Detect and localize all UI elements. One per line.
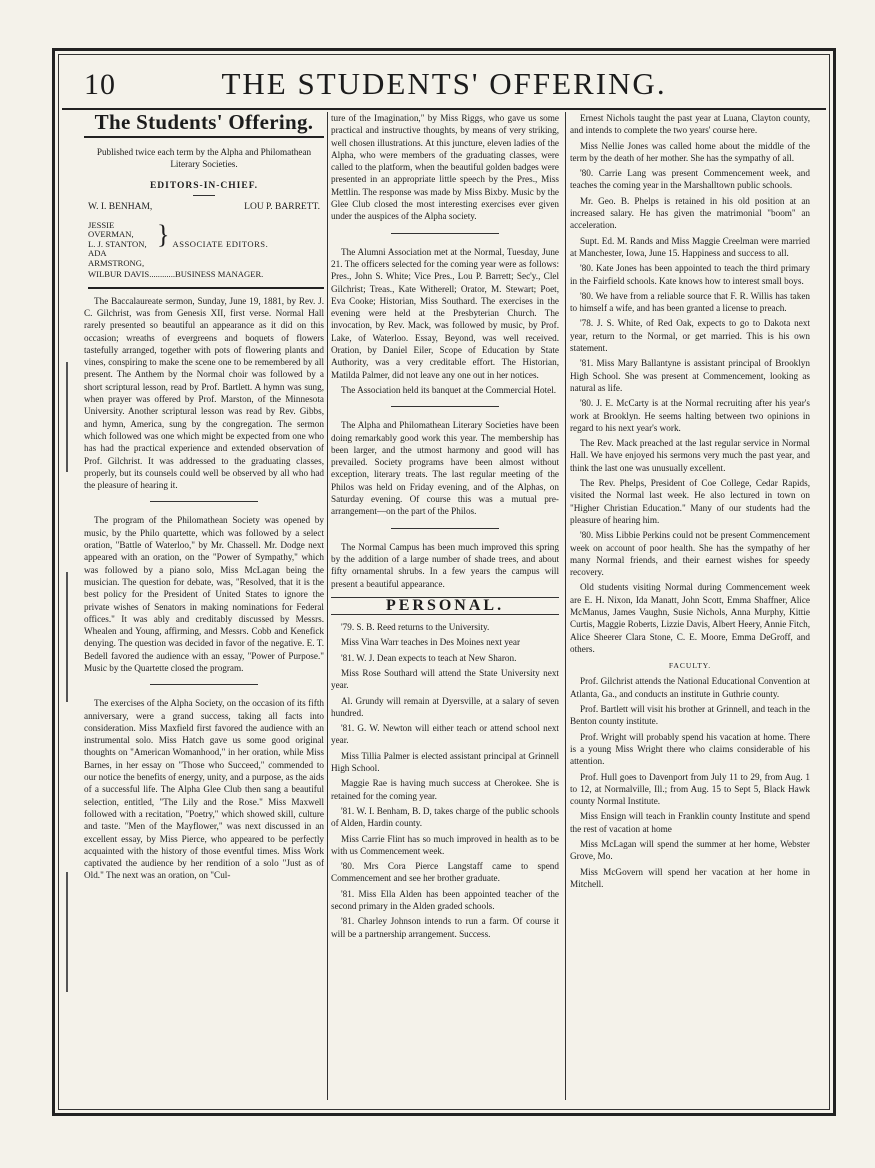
- paper-title: THE STUDENTS' OFFERING.: [221, 66, 667, 101]
- personal-item: Supt. Ed. M. Rands and Miss Maggie Creelman were married at Manchester, Iowa, June 15. Happiness and success to all.: [570, 235, 810, 258]
- personal-item: Miss Rose Southard will attend the State University next year.: [331, 667, 559, 691]
- personal-item: Old students visiting Normal during Commencement week are E. H. Nixon, Ida Manatt, John Scott, Emma Shaffner, Alice McManus, James Vaughn, Susie Nichols, Anna Murphy, Kittie Curtis, Maggie Roberts, Lizzie Davis, Albert Heery, Annie Fitch, Alice Sheerer Clara Stone, C. E. Moore, Emma DeGroff, and others.: [570, 582, 810, 654]
- faculty-item: Miss McLagan will spend the summer at her home, Webster Grove, Mo.: [570, 839, 810, 862]
- column-rule: [327, 112, 328, 1100]
- personal-item: '80. J. E. McCarty is at the Normal recruiting after his year's work at Brooklyn. He seems halting between two opinions in regard to his next year's work.: [570, 398, 810, 433]
- personal-item: Al. Grundy will remain at Dyersville, at a salary of seven hundred.: [331, 695, 559, 718]
- personal-item: '80. Kate Jones has been appointed to teach the third primary in the Fairfield schools. Kate knows how to interest small boys.: [570, 263, 810, 286]
- brace-glyph: }: [157, 219, 170, 249]
- article-separator: [391, 528, 499, 529]
- associate-name: JESSIE OVERMAN,: [88, 219, 134, 240]
- article-banquet: The Association held its banquet at the Commercial Hotel.: [341, 384, 557, 395]
- manager-role: BUSINESS MANAGER.: [174, 269, 264, 280]
- article-alpha-society: The exercises of the Alpha Society, on the occasion of its fifth anniversary, were a grand success, taking all facts into consideration. Miss Maxfield first favored the audience with an instrumental solo. Miss Hatch gave us some good original thoughts on "American Womanhood," in her oration, while Miss Barnes, in her essay on "Those who Succeed," commended to our notice the benefits of energy, unity, and a purpose, as the aids of a successful life. The Alpha Glee Club then sang a beautiful selection, entitled, "The Lily and the Rose." Miss Maxwell followed with a recitation, "Poetry," which showed skill, culture and taste. "Men of the Mayflower," was next discussed in an excellent essay, by Miss Pierce, who appeared to be perfectly acquainted with the history of those eventful times. Miss Work captivated the audience by her rendition of a solo "Just as of Old." The next was an oration, on "Cul-: [84, 698, 324, 881]
- personal-item: '81. Miss Ella Alden has been appointed teacher of the second primary in the Alden graded schools.: [331, 888, 559, 912]
- manager-name: WILBUR DAVIS: [88, 269, 150, 280]
- column-rule: [565, 112, 566, 1100]
- personal-item: '81. Charley Johnson intends to run a farm. Of course it will be a partnership arrangement. Success.: [331, 916, 559, 939]
- associate-editors: [88, 221, 324, 269]
- personal-item: Miss Tillia Palmer is elected assistant principal at Grinnell High School.: [331, 750, 559, 774]
- associate-name: ADA ARMSTRONG,: [88, 248, 145, 268]
- faculty-item: Miss McGovern will spend her vacation at her home in Mitchell.: [570, 866, 810, 889]
- editors-in-chief: [84, 201, 324, 213]
- article-baccalaureate: The Baccalaureate sermon, Sunday, June 19, 1881, by Rev. J. C. Gilchrist, was from Genesis XII, first verse. Normal Hall rarely presented so beautiful an appearance as it did on this occasion; wreaths of evergreens and boquets of flowers tastefully arranged, together with pots of flowering plants and vines, conspiring to make the scene one to be remembered by all present. The Anthem by the Normal choir was followed by a short scriptural lesson, read by Prof. Bartlett. A hymn was sung, when prayer was offered by Prof. Marston, of the Minnesota University. Another scriptural lesson was read by Rev. Gibbs, and hymn, America, sung by the congregation. The sermon which followed was one which might be expected from one who has had the practical experience and extended observation of Prof. Gilchrist. It was addressed to the graduating classes, properly, but its counsels could well be observed by all who had the pleasure of hearing it.: [84, 295, 324, 491]
- article-alpha-continued: ture of the Imagination," by Miss Riggs, who gave us some practical and instructive thoughts, by means of very striking, well chosen illustrations. At this juncture, eleven ladies of the Alpha, who were members of the graduating classes, were called to the platform, when the beautiful golden badges were presented in an appropriate little speech by the Pres., Miss Mettlin. The response was made by Miss Bixby. Music by the Glee Club closed the most interesting exercises ever given under the auspices of the Alpha society.: [331, 113, 559, 222]
- faculty-item: Prof. Wright will probably spend his vacation at home. There is a young Miss Wright there who claims considerable of his attention.: [570, 731, 810, 767]
- article-separator: [150, 684, 258, 685]
- editor-name: W. I. BENHAM,: [88, 201, 153, 212]
- publication-note: Published twice each term by the Alpha and Philomathean Literary Societies.: [96, 147, 312, 170]
- faculty-item: Miss Ensign will teach in Franklin county Institute and spend the rest of vacation at home: [570, 811, 810, 834]
- personal-item: Miss Carrie Flint has so much improved in health as to be with us Commencement week.: [331, 833, 559, 856]
- newspaper-title: The Students' Offering.: [84, 112, 324, 138]
- personal-item: The Rev. Phelps, President of Coe College, Cedar Rapids, visited the Normal last week. He also lectured in town on "Higher Christian Education." Many of our students had the pleasure of hearing him.: [570, 478, 810, 525]
- article-separator: [391, 233, 499, 234]
- personal-item: Miss Vina Warr teaches in Des Moines next year: [341, 637, 521, 648]
- divider: [193, 195, 215, 196]
- personal-item: Mr. Geo. B. Phelps is retained in his old position at an increased salary. He has given the matrimonial "boom" an acceleration.: [570, 195, 810, 231]
- personal-item: '81. Miss Mary Ballantyne is assistant principal of Brooklyn High School. She was present at Commencement, looking as natural as life.: [570, 358, 810, 393]
- article-societies: The Alpha and Philomathean Literary Societies have been doing remarkably good work this year. The membership has been larger, and the utmost harmony and good will has prevailed. Society programs have been almost without exception, literary treats. The last regular meeting of the Philos was held on Friday evening, and of the Alphas, on Saturday evening. Of course this was a mutual pre-arrangement—on the part of the Philos.: [331, 420, 559, 517]
- masthead: [62, 62, 826, 110]
- faculty-item: Prof. Bartlett will visit his brother at Grinnell, and teach in the Benton county institute.: [570, 704, 810, 727]
- associate-role: ASSOCIATE EDITORS.: [172, 238, 269, 249]
- personal-item: '80. We have from a reliable source that F. R. Willis has taken to himself a wife, and has been granted a license to preach.: [570, 290, 810, 314]
- editors-heading: EDITORS-IN-CHIEF.: [149, 181, 259, 192]
- business-manager: WILBUR DAVIS............BUSINESS MANAGER.: [88, 268, 324, 288]
- personal-item: '80. Carrie Lang was present Commencement week, and teaches the coming year in the Marshalltown public schools.: [570, 168, 810, 191]
- margin-marks: [66, 112, 72, 992]
- column-3: [570, 112, 810, 1102]
- personal-item: '81. W. J. Dean expects to teach at New Sharon.: [341, 652, 517, 663]
- personal-item: '81. G. W. Newton will either teach or attend school next year.: [331, 723, 559, 746]
- editor-name: LOU P. BARRETT.: [244, 201, 320, 212]
- article-alumni: The Alumni Association met at the Normal, Tuesday, June 21. The officers selected for the coming year were as follows: Pres., John S. White; Vice Pres., Lou P. Barrett; Sec'y., Clel Gilchrist; Treas., Kate Witherell; Orator, M. Stewart; Poet, Eva Cooke; Historian, Miss Southard. The exercises in the evening were held at the Presbyterian Church. The invocation, by Rev. Mack, was followed by music, by Prof. Lake, of Waterloo. Essay, Beyond, was well received. Oration, by Daniel Eiler, Scope of Education by State Authority, was a very creditable effort. The Historian, Matilda Palmer, did not leave any one out in her notices.: [331, 246, 559, 380]
- article-campus: The Normal Campus has been much improved this spring by the addition of a large number of shade trees, and about fifty ornamental shrubs. In a few years the campus will present a beautiful appearance.: [331, 541, 559, 589]
- personal-item: '79. S. B. Reed returns to the University.: [341, 622, 490, 633]
- personal-item: The Rev. Mack preached at the last regular service in Normal Hall. We have enjoyed his sermons very much the past year, and think the last one was unusually excellent.: [570, 438, 810, 473]
- article-separator: [150, 501, 258, 502]
- article-separator: [391, 406, 499, 407]
- column-1: [84, 112, 324, 1102]
- faculty-heading: FACULTY.: [668, 661, 712, 671]
- personal-item: '78. J. S. White, of Red Oak, expects to go to Dakota next year, return to the Normal, or get married. This is his own statement.: [570, 318, 810, 354]
- associate-name: L. J. STANTON,: [88, 238, 147, 249]
- personal-item: Maggie Rae is having much success at Cherokee. She is retained for the coming year.: [331, 778, 559, 801]
- personal-item: Ernest Nichols taught the past year at Luana, Clayton county, and intends to complete the two years' course here.: [570, 113, 810, 136]
- faculty-item: Prof. Hull goes to Davenport from July 11 to 29, from Aug. 1 to 12, at Normalville, Ill.; from Aug. 15 to Sept 5, Black Hawk county Normal Institute.: [570, 771, 810, 807]
- faculty-item: Prof. Gilchrist attends the National Educational Convention at Atlanta, Ga., and conducts an institute in Guthrie county.: [570, 676, 810, 699]
- personal-item: '81. W. I. Benham, B. D, takes charge of the public schools of Alden, Hardin county.: [331, 805, 559, 829]
- personal-item: Miss Nellie Jones was called home about the middle of the term by the death of her mother. She has the sympathy of all.: [570, 140, 810, 163]
- personal-heading: PERSONAL.: [331, 597, 559, 615]
- column-2: [331, 112, 559, 1102]
- personal-item: '80. Mrs Cora Pierce Langstaff came to spend Commencement and see her brother graduate.: [331, 861, 559, 884]
- personal-item: '80. Miss Libbie Perkins could not be present Commencement week on account of poor health. She has the sympathy of her many Normal friends, and their earnest wishes for speedy recovery.: [570, 530, 810, 578]
- page-number: 10: [84, 68, 116, 101]
- article-philomathean: The program of the Philomathean Society was opened by music, by the Philo quartette, which was followed by a select oration, "Battle of Waterloo," by Mr. Chassell. Mr. Dodge next appeared with an oration, on the "Power of Sympathy," which was followed by a piano solo, Miss McLagan being the musician. The question for debate, was, "Resolved, that it is the best policy for the President of United States to ignore the private wishes of Senators in making nominations for Federal offices." It was ably and creditably discussed by Messrs. Whealen and Young, affirming, and Messrs. Cobb and Kenefick denying. The question was decided in favor of the negative. E. T. Bedell favored the audience with an essay, "Power of Purpose." Music by the Quartette closed the program.: [84, 515, 324, 673]
